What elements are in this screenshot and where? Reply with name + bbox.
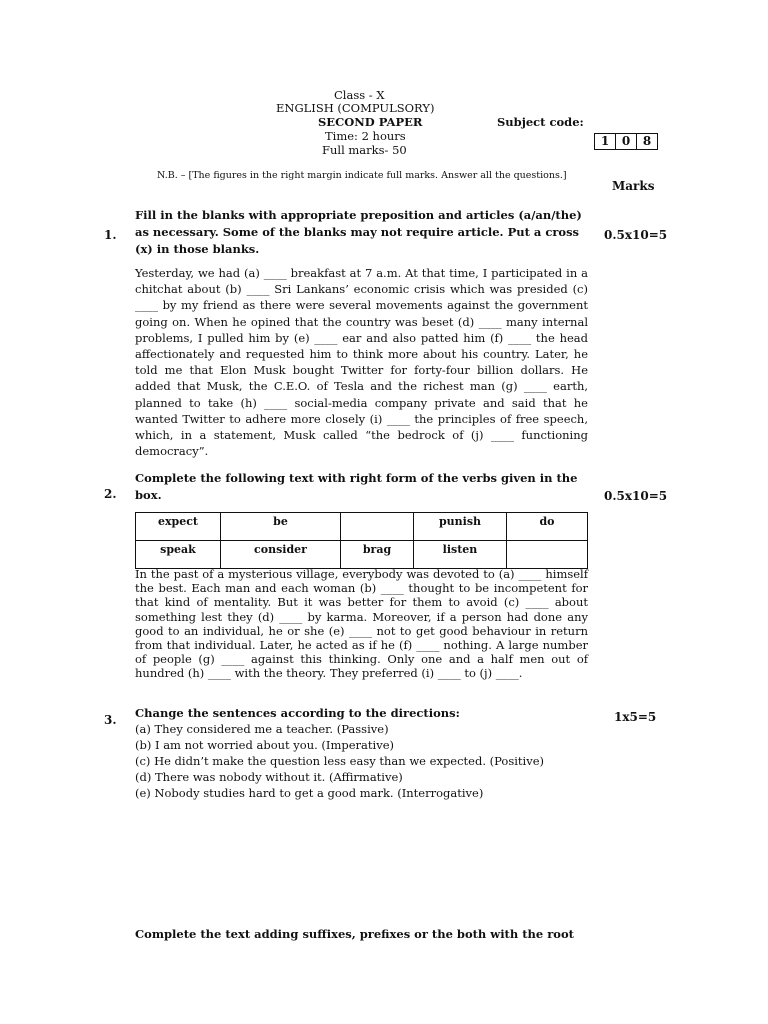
question-1-number: 1. [104, 228, 117, 242]
subject-code-box [594, 133, 658, 150]
question-1-marks: 0.5x10=5 [604, 228, 668, 242]
question-3-marks: 1x5=5 [614, 710, 657, 724]
list-item: (a) They considered me a teacher. (Passive) [135, 722, 389, 736]
question-4-instruction: Complete the text adding suffixes, prefixes or the both with the root [135, 927, 574, 941]
instructions-note: N.B. – [The figures in the right margin indicate full marks. Answer all the questions.] [157, 170, 567, 181]
paper-title: SECOND PAPER [318, 115, 423, 129]
verb-cell: consider [221, 541, 341, 569]
table-row [136, 541, 588, 569]
verb-cell: be [221, 513, 341, 541]
verb-cell: listen [414, 541, 507, 569]
list-item: (c) He didn’t make the question less easy than we expected. (Positive) [135, 754, 544, 768]
question-3-instruction: Change the sentences according to the directions: [135, 706, 460, 720]
question-2-marks: 0.5x10=5 [604, 489, 668, 503]
verb-cell: punish [414, 513, 507, 541]
subject-code-digit: 0 [615, 134, 636, 149]
list-item: (b) I am not worried about you. (Imperative) [135, 738, 394, 752]
verb-cell: expect [136, 513, 221, 541]
marks-heading: Marks [612, 179, 655, 193]
question-3-number: 3. [104, 713, 117, 727]
subject-title: ENGLISH (COMPULSORY) [276, 101, 435, 115]
table-row [136, 513, 588, 541]
full-marks-label: Full marks- 50 [322, 143, 407, 157]
question-2-passage: In the past of a mysterious village, everybody was devoted to (a) ____ himself the best. Each man and each woman (b) ____ thought to be incompetent for that kind of mentality. But it was better for them to avoid (c) ____ about something lest they (d) ____ by karma. Moreover, if a person had done any good to an individual, he or she (e) ____ not to get good behaviour in return from that individual. Later, he acted as if he (f) ____ nothing. A large number of people (g) ____ against this thinking. Only one and a half men out of hundred (h) ____ with the theory. They preferred (i) ____ to (j) ____. [135, 567, 588, 681]
time-label: Time: 2 hours [325, 129, 406, 143]
question-2-instruction: Complete the following text with right form of the verbs given in the box. [135, 471, 578, 502]
class-label: Class - X [334, 88, 385, 102]
verb-cell: speak [136, 541, 221, 569]
question-3-list [135, 721, 588, 801]
verb-cell: do [507, 513, 588, 541]
verb-cell: brag [341, 541, 414, 569]
verb-cell [341, 513, 414, 541]
subject-code-label: Subject code: [497, 115, 584, 129]
question-2-number: 2. [104, 487, 117, 501]
verb-box-table [135, 512, 588, 569]
subject-code-digit: 8 [636, 134, 657, 149]
list-item: (d) There was nobody without it. (Affirmative) [135, 770, 403, 784]
list-item: (e) Nobody studies hard to get a good mark. (Interrogative) [135, 786, 484, 800]
verb-cell [507, 541, 588, 569]
question-1-instruction: Fill in the blanks with appropriate preposition and articles (a/an/the) as necessary. Some of the blanks may not require article. Put a cross (x) in those blanks. [135, 208, 582, 256]
question-1-passage: Yesterday, we had (a) ____ breakfast at 7 a.m. At that time, I participated in a chitchat about (b) ____ Sri Lankans’ economic crisis which was presided (c) ____ by my friend as there were several movements against the government going on. When he opined that the country was beset (d) ____ many internal problems, I pulled him by (e) ____ ear and also patted him (f) ____ the head affectionately and requested him to think more about his country. Later, he told me that Elon Musk bought Twitter for forty-four billion dollars. He added that Musk, the C.E.O. of Tesla and the richest man (g) ____ earth, planned to take (h) ____ social-media company private and said that he wanted Twitter to adhere more closely (i) ____ the principles of free speech, which, in a statement, Musk called “the bedrock of (j) ____ functioning democracy”. [135, 266, 588, 459]
subject-code-digit: 1 [600, 134, 610, 148]
